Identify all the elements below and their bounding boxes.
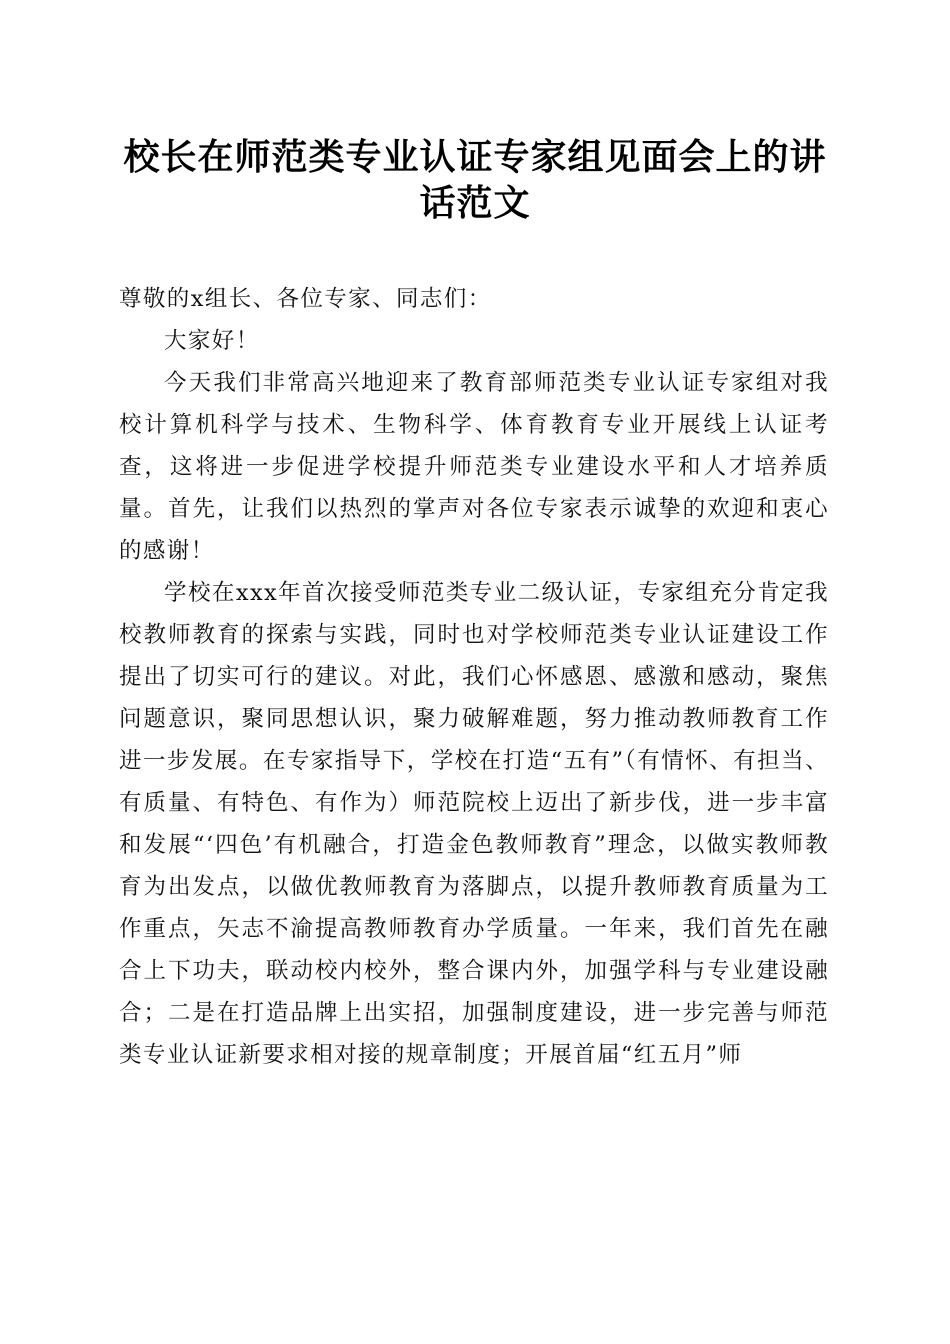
document-body [119, 278, 829, 1076]
document-title: 校长在师范类专业认证专家组见面会上的讲话范文 [123, 136, 827, 224]
salutation: 尊敬的x组长、各位专家、同志们： [119, 286, 492, 312]
paragraph-1: 今天我们非常高兴地迎来了教育部师范类专业认证专家组对我校计算机科学与技术、生物科学、体育教育专业开展线上认证考查，这将进一步促进学校提升师范类专业建设水平和人才培养质量。首先，让我们以热烈的掌声对各位专家表示诚挚的欢迎和衷心的感谢！ [119, 370, 829, 564]
paragraph-2: 学校在xxx年首次接受师范类专业二级认证，专家组充分肯定我校教师教育的探索与实践，同时也对学校师范类专业认证建设工作提出了切实可行的建议。对此，我们心怀感恩、感激和感动，聚焦问题意识，聚同思想认识，聚力破解难题，努力推动教师教育工作进一步发展。在专家指导下，学校在打造“五有”（有情怀、有担当、有质量、有特色、有作为）师范院校上迈出了新步伐，进一步丰富和发展“‘四色’有机融合，打造金色教师教育”理念，以做实教师教育为出发点，以做优教师教育为落脚点，以提升教师教育质量为工作重点，矢志不渝提高教师教育办学质量。一年来，我们首先在融合上下功夫，联动校内校外，整合课内外，加强学科与专业建设融合；二是在打造品牌上出实招，加强制度建设，进一步完善与师范类专业认证新要求相对接的规章制度；开展首届“红五月”师 [119, 580, 829, 1068]
greeting: 大家好！ [164, 328, 260, 354]
